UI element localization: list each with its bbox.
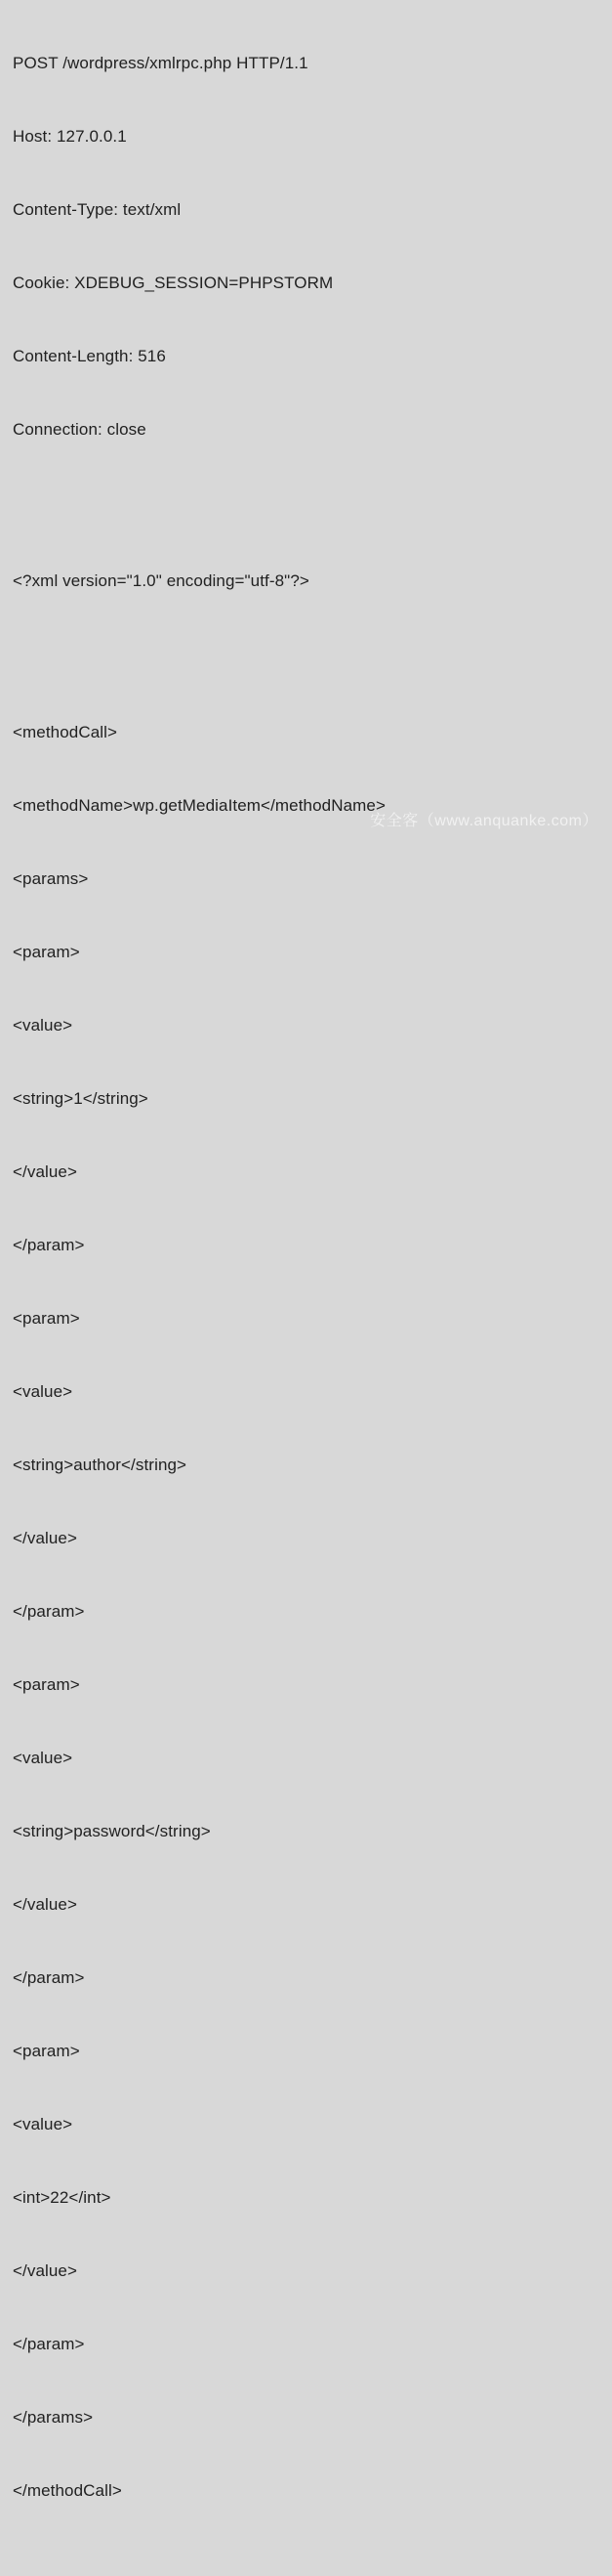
anquanke-watermark: 安全客（www.anquanke.com） [370, 813, 598, 829]
code-line-value-close: </value> [13, 2261, 78, 2280]
code-line-param-close: </param> [13, 1602, 85, 1621]
code-line-methodcall-close: </methodCall> [13, 2481, 122, 2500]
code-line-value-open: <value> [13, 1382, 73, 1401]
code-line-param-open: <param> [13, 1675, 80, 1694]
code-line-methodname: <methodName>wp.getMediaItem</methodName> [13, 796, 386, 815]
code-line-methodcall-open: <methodCall> [13, 723, 118, 741]
code-line-param-close: </param> [13, 1968, 85, 1987]
code-line-connection-header: Connection: close [13, 420, 146, 439]
code-line-value-open: <value> [13, 1016, 73, 1035]
code-line-param-open: <param> [13, 2042, 80, 2060]
code-line-string-username: <string>author</string> [13, 1456, 187, 1474]
code-line-content-type-header: Content-Type: text/xml [13, 200, 182, 219]
code-line-value-open: <value> [13, 1749, 73, 1767]
code-line-request-line: POST /wordpress/xmlrpc.php HTTP/1.1 [13, 54, 308, 72]
code-line-value-open: <value> [13, 2115, 73, 2133]
code-line-blank [13, 642, 612, 671]
code-line-cookie-header: Cookie: XDEBUG_SESSION=PHPSTORM [13, 274, 334, 292]
code-line-param-close: </param> [13, 2335, 85, 2353]
code-line-xml-declaration: <?xml version="1.0" encoding="utf-8"?> [13, 571, 309, 590]
code-line-string-password: <string>password</string> [13, 1822, 211, 1840]
code-line-value-close: </value> [13, 1162, 78, 1181]
code-line-blank [13, 490, 612, 520]
code-line-content-length-header: Content-Length: 516 [13, 347, 166, 365]
code-line-host-header: Host: 127.0.0.1 [13, 127, 127, 146]
code-line-params-close: </params> [13, 2408, 94, 2427]
code-line-param-close: </param> [13, 1236, 85, 1254]
code-line-string-blogid: <string>1</string> [13, 1089, 148, 1108]
code-line-param-open: <param> [13, 943, 80, 961]
code-line-int-attachmentid: <int>22</int> [13, 2188, 111, 2207]
code-line-param-open: <param> [13, 1309, 80, 1328]
code-line-value-close: </value> [13, 1529, 78, 1547]
code-line-params-open: <params> [13, 869, 89, 888]
code-line-value-close: </value> [13, 1895, 78, 1914]
